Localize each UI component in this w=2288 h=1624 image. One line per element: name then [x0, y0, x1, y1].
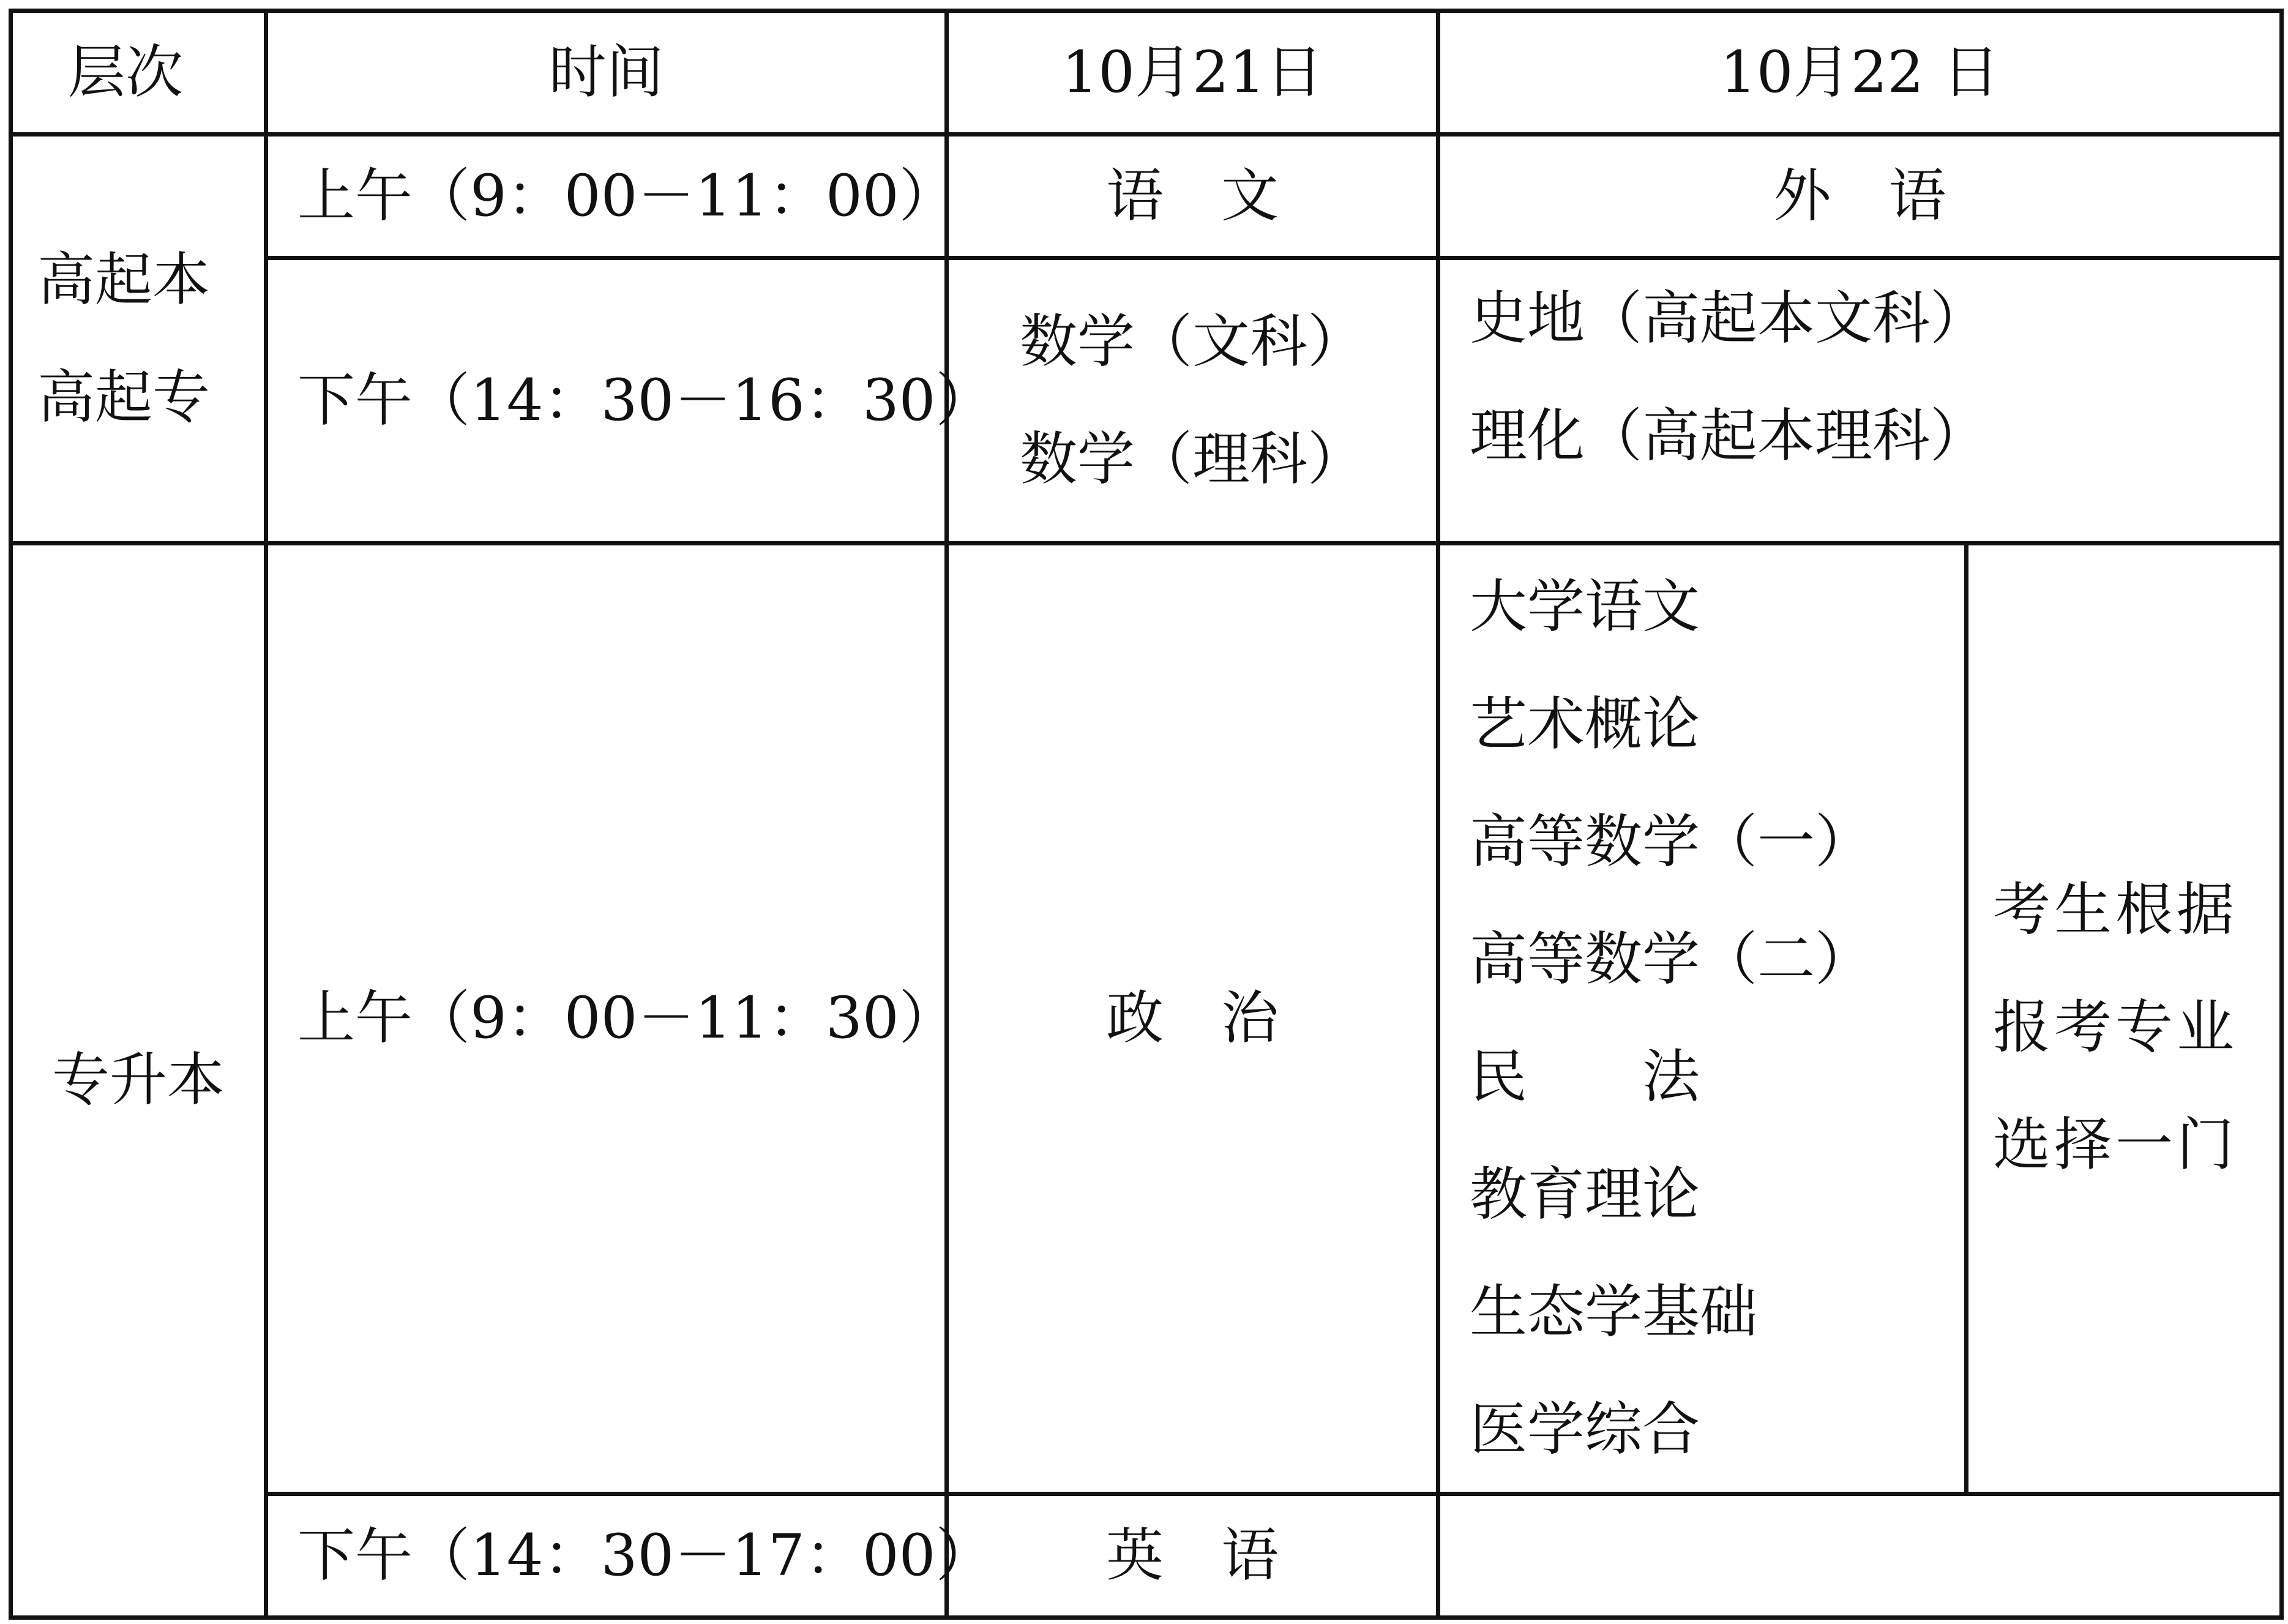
table-row: [11, 258, 2282, 544]
subject-cell: [947, 258, 1438, 544]
time-cell: 下午（14：30－17：00）: [266, 1494, 947, 1618]
time-cell: 上午（9：00－11：00）: [266, 135, 947, 258]
note-line: 报考专业: [1993, 994, 2238, 1061]
note-line: 考生根据: [1993, 877, 2238, 943]
header-day2: 10月22 日: [1438, 11, 2282, 135]
exam-schedule-table: [9, 9, 2284, 1620]
list-item: 民 法: [1470, 1044, 1700, 1110]
list-item: 高等数学（一）: [1470, 809, 1873, 875]
subject-cell: 外 语: [1438, 135, 2282, 258]
list-item: 大学语文: [1470, 574, 1700, 640]
subject-line: 史地（高起本文科）: [1470, 285, 1988, 352]
list-item: 生态学基础: [1470, 1279, 1758, 1345]
elective-note: [1967, 544, 2282, 1494]
list-item: 教育理论: [1470, 1161, 1700, 1228]
subject-cell: 语 文: [947, 135, 1438, 258]
subject-cell: [1438, 258, 2282, 544]
level-line: 高起专: [37, 364, 211, 431]
time-cell: 上午（9：00－11：30）: [266, 544, 947, 1494]
level-line: 高起本: [37, 246, 211, 313]
header-time: 时间: [266, 11, 947, 135]
elective-list: [1438, 544, 1967, 1494]
header-row: [11, 11, 2282, 135]
list-item: 医学综合: [1470, 1396, 1700, 1463]
table-row: [11, 1494, 2282, 1618]
subject-line: 数学（文科）: [1019, 308, 1365, 375]
list-item: 高等数学（二）: [1470, 926, 1873, 993]
table-row: [11, 544, 2282, 1494]
level-zhuanshengben: 专升本: [11, 544, 266, 1618]
subject-cell: 英 语: [947, 1494, 1438, 1618]
note-line: 选择一门: [1993, 1112, 2238, 1178]
subject-cell: 政 治: [947, 544, 1438, 1494]
subject-cell: [1438, 1494, 2282, 1618]
list-item: 艺术概论: [1470, 691, 1700, 758]
header-day1: 10月21日: [947, 11, 1438, 135]
header-level: 层次: [11, 11, 266, 135]
table-row: [11, 135, 2282, 258]
time-cell: 下午（14：30－16：30）: [266, 258, 947, 544]
level-gaoqi: [11, 135, 266, 544]
subject-line: 理化（高起本理科）: [1470, 403, 1988, 470]
subject-line: 数学（理科）: [1019, 425, 1365, 493]
